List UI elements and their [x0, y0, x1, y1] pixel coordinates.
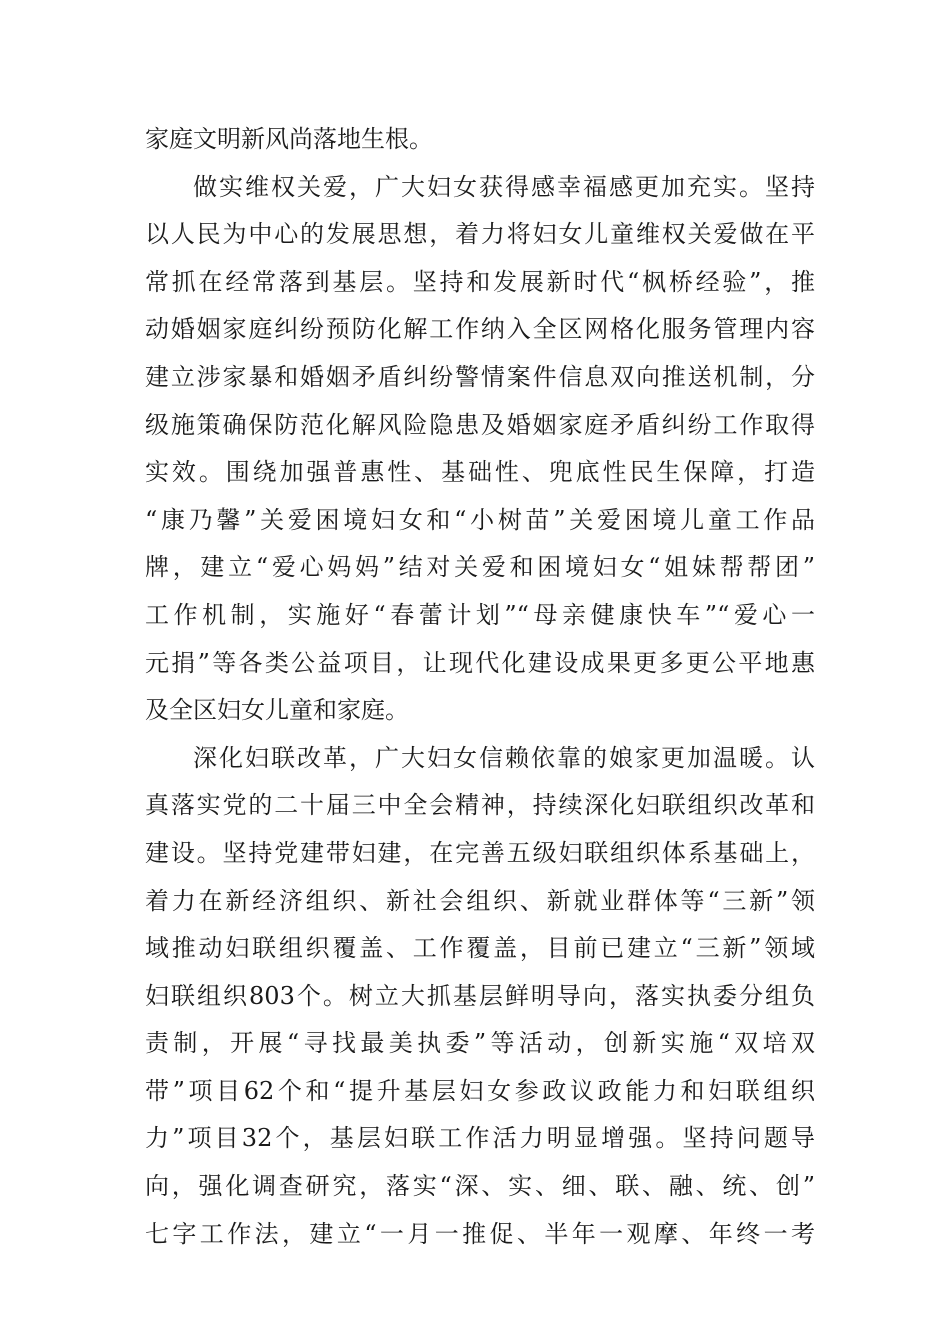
- text-line: 动婚姻家庭纠纷预防化解工作纳入全区网格化服务管理内容: [145, 315, 815, 344]
- text-line: 真落实党的二十届三中全会精神，持续深化妇联组织改革和: [145, 791, 815, 820]
- text-line: 域推动妇联组织覆盖、工作覆盖，目前已建立“三新”领域: [145, 934, 815, 963]
- text-line: 以人民为中心的发展思想，着力将妇女儿童维权关爱做在平: [145, 220, 815, 249]
- paragraph-last-line: 及全区妇女儿童和家庭。: [145, 696, 409, 725]
- text-line: 力”项目32个，基层妇联工作活力明显增强。坚持问题导: [145, 1124, 815, 1153]
- text-line: 带”项目62个和“提升基层妇女参政议政能力和妇联组织: [145, 1076, 815, 1105]
- text-line: 向，强化调查研究，落实“深、实、细、联、融、统、创”: [145, 1172, 815, 1201]
- text-line: 建立涉家暴和婚姻矛盾纠纷警情案件信息双向推送机制，分: [145, 362, 815, 391]
- text-line: 元捐”等各类公益项目，让现代化建设成果更多更公平地惠: [145, 648, 815, 677]
- text-line: 家庭文明新风尚落地生根。: [145, 125, 433, 153]
- text-line: 级施策确保防范化解风险隐患及婚姻家庭矛盾纠纷工作取得: [145, 410, 815, 439]
- text-line: 工作机制，实施好“春蕾计划”“母亲健康快车”“爱心一: [145, 600, 815, 629]
- paragraph-first-line: 做实维权关爱，广大妇女获得感幸福感更加充实。坚持: [193, 172, 815, 201]
- text-line: 七字工作法，建立“一月一推促、半年一观摩、年终一考: [145, 1219, 815, 1248]
- text-line: 常抓在经常落到基层。坚持和发展新时代“枫桥经验”，推: [145, 267, 815, 296]
- text-line: 妇联组织803个。树立大抓基层鲜明导向，落实执委分组负: [145, 981, 815, 1010]
- paragraph-first-line: 深化妇联改革，广大妇女信赖依靠的娘家更加温暖。认: [193, 743, 815, 772]
- text-line: 实效。围绕加强普惠性、基础性、兜底性民生保障，打造: [145, 458, 815, 487]
- text-line: 着力在新经济组织、新社会组织、新就业群体等“三新”领: [145, 886, 815, 915]
- text-line: 建设。坚持党建带妇建，在完善五级妇联组织体系基础上，: [145, 838, 815, 867]
- document-body: [145, 116, 815, 1258]
- text-line: 牌，建立“爱心妈妈”结对关爱和困境妇女“姐妹帮帮团”: [145, 553, 815, 582]
- text-line: “康乃馨”关爱困境妇女和“小树苗”关爱困境儿童工作品: [145, 505, 815, 534]
- text-line: 责制，开展“寻找最美执委”等活动，创新实施“双培双: [145, 1029, 815, 1058]
